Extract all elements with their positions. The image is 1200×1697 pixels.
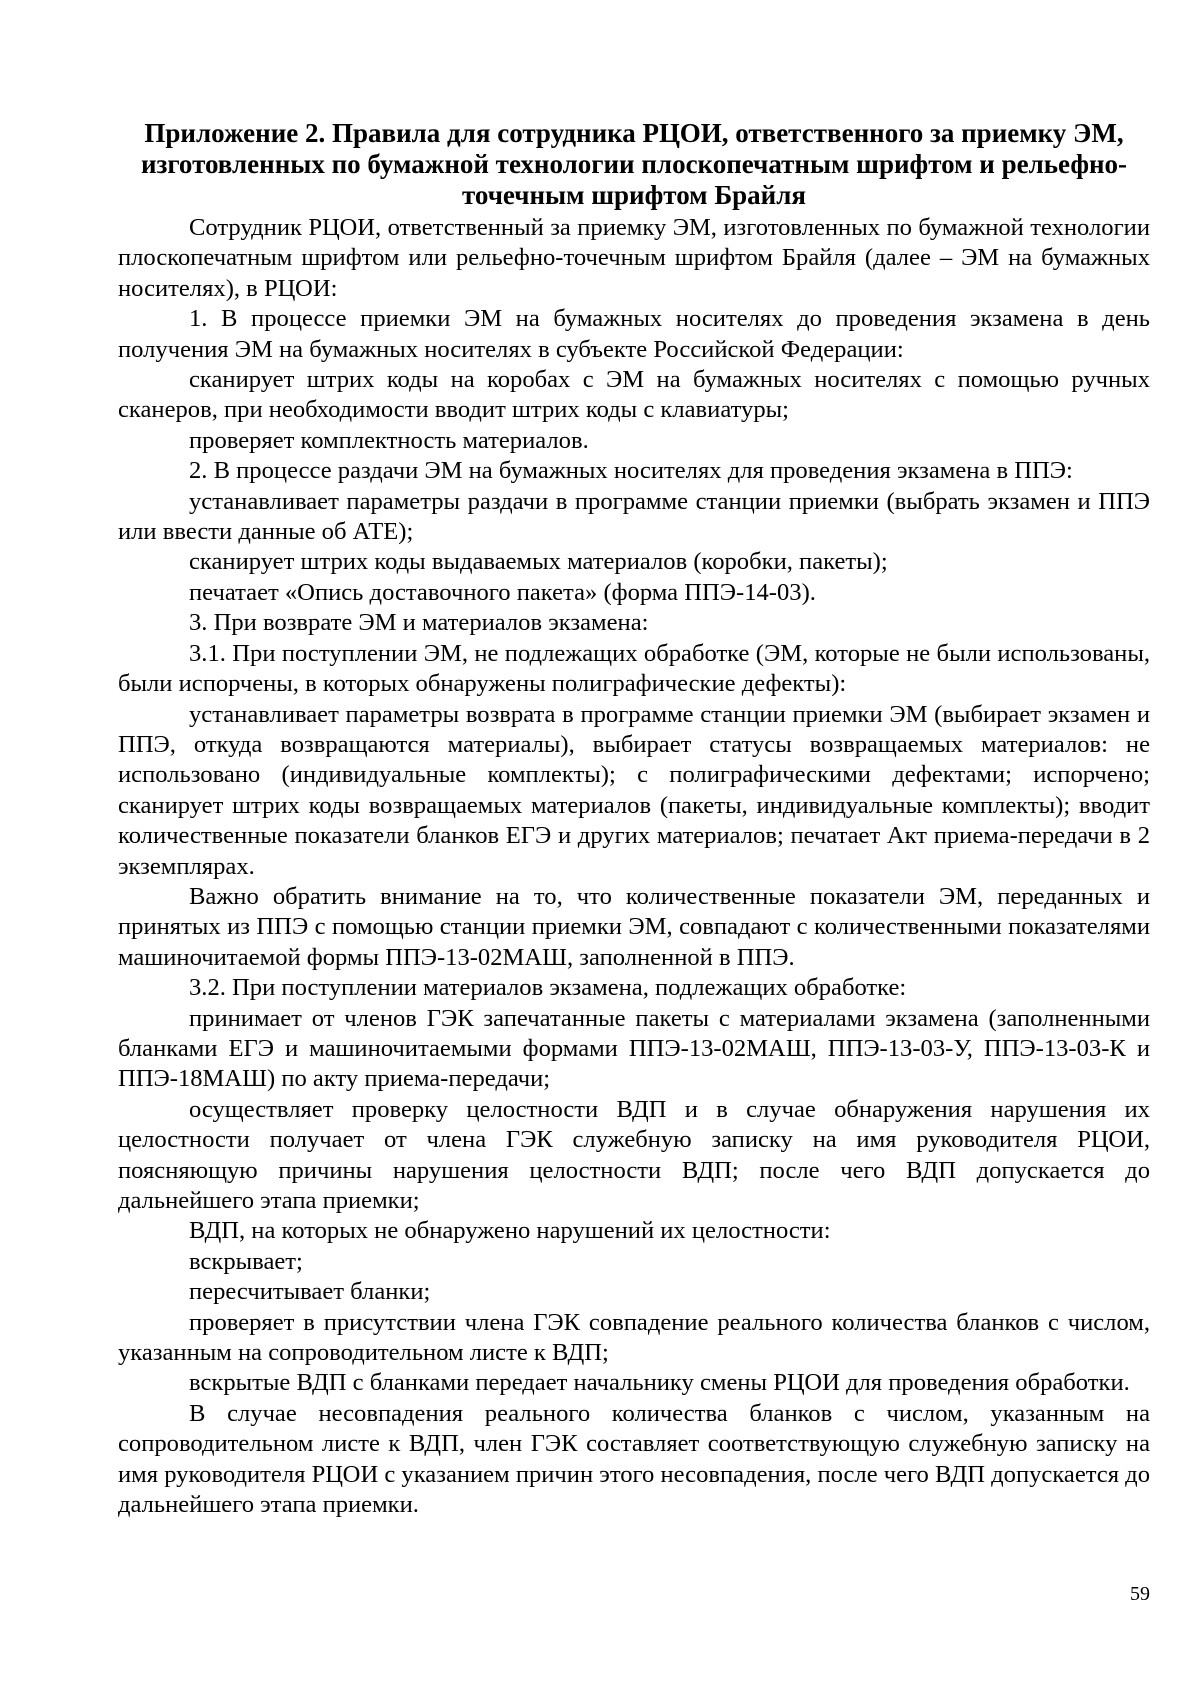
paragraph: вскрывает; (189, 1247, 303, 1275)
paragraph: принимает от членов ГЭК запечатанные пакеты с материалами экзамена (заполненными бланками ЕГЭ и машиночитаемыми формами ППЭ-13-02МАШ, ППЭ-13-03-У, ППЭ-13-03-К и ППЭ-18МАШ) по акту приема-передачи; (118, 1004, 1150, 1093)
paragraph: Сотрудник РЦОИ, ответственный за приемку ЭМ, изготовленных по бумажной технологии плоскопечатным шрифтом или рельефно-точечным шрифтом Брайля (далее – ЭМ на бумажных носителях), в РЦОИ: (118, 214, 1150, 302)
paragraph: вскрытые ВДП с бланками передает начальнику смены РЦОИ для проведения обработки. (189, 1369, 1130, 1397)
paragraph: пересчитывает бланки; (189, 1278, 431, 1306)
paragraph: проверяет комплектность материалов. (189, 426, 589, 454)
paragraph: 3.2. При поступлении материалов экзамена, подлежащих обработке: (189, 974, 907, 1002)
paragraph: устанавливает параметры возврата в программе станции приемки ЭМ (выбирает экзамен и ППЭ, откуда возвращаются материалы), выбирает статусы возвращаемых материалов: не использовано (индивидуальные комплекты); с полиграфическими дефектами; испорчено; сканирует штрих коды возвращаемых материалов (пакеты, индивидуальные комплекты); вводит количественные показатели бланков ЕГЭ и других материалов; печатает Акт приема-передачи в 2 экземплярах. (118, 700, 1150, 880)
paragraph: 1. В процессе приемки ЭМ на бумажных носителях до проведения экзамена в день получения ЭМ на бумажных носителях в субъекте Российской Федерации: (118, 305, 1150, 363)
paragraph: 3.1. При поступлении ЭМ, не подлежащих обработке (ЭМ, которые не были использованы, были испорчены, в которых обнаружены полиграфические дефекты): (118, 639, 1150, 698)
paragraph: осуществляет проверку целостности ВДП и в случае обнаружения нарушения их целостности получает от члена ГЭК служебную записку на имя руководителя РЦОИ, поясняющую причины нарушения целостности ВДП; после чего ВДП допускается до дальнейшего этапа приемки; (118, 1095, 1150, 1214)
paragraph: печатает «Опись доставочного пакета» (форма ППЭ-14-03). (189, 578, 816, 606)
page-number: 59 (1130, 1583, 1150, 1605)
document-title: Приложение 2. Правила для сотрудника РЦОИ, ответственного за приемку ЭМ, изготовленных по бумажной технологии плоскопечатным шрифтом и рельефно-точечным шрифтом Брайля (140, 118, 1128, 210)
paragraph: Важно обратить внимание на то, что количественные показатели ЭМ, переданных и принятых из ППЭ с помощью станции приемки ЭМ, совпадают с количественными показателями машиночитаемой формы ППЭ-13-02МАШ, заполненной в ППЭ. (118, 882, 1150, 971)
paragraph: ВДП, на которых не обнаружено нарушений их целостности: (189, 1217, 831, 1245)
paragraph: 2. В процессе раздачи ЭМ на бумажных носителях для проведения экзамена в ППЭ: (189, 457, 1073, 485)
paragraph: проверяет в присутствии члена ГЭК совпадение реального количества бланков с числом, указанным на сопроводительном листе к ВДП; (118, 1308, 1150, 1367)
paragraph: сканирует штрих коды выдаваемых материалов (коробки, пакеты); (189, 548, 888, 576)
paragraph: устанавливает параметры раздачи в программе станции приемки (выбрать экзамен и ППЭ или ввести данные об АТЕ); (118, 487, 1150, 546)
body-text (118, 213, 1150, 1520)
paragraph: сканирует штрих коды на коробах с ЭМ на бумажных носителях с помощью ручных сканеров, при необходимости вводит штрих коды с клавиатуры; (118, 366, 1150, 424)
paragraph: 3. При возврате ЭМ и материалов экзамена: (189, 609, 649, 637)
paragraph: В случае несовпадения реального количества бланков с числом, указанным на сопроводительном листе к ВДП, член ГЭК составляет соответствующую служебную записку на имя руководителя РЦОИ с указанием причин этого несовпадения, после чего ВДП допускается до дальнейшего этапа приемки. (118, 1399, 1150, 1519)
page-content (118, 118, 1150, 1520)
